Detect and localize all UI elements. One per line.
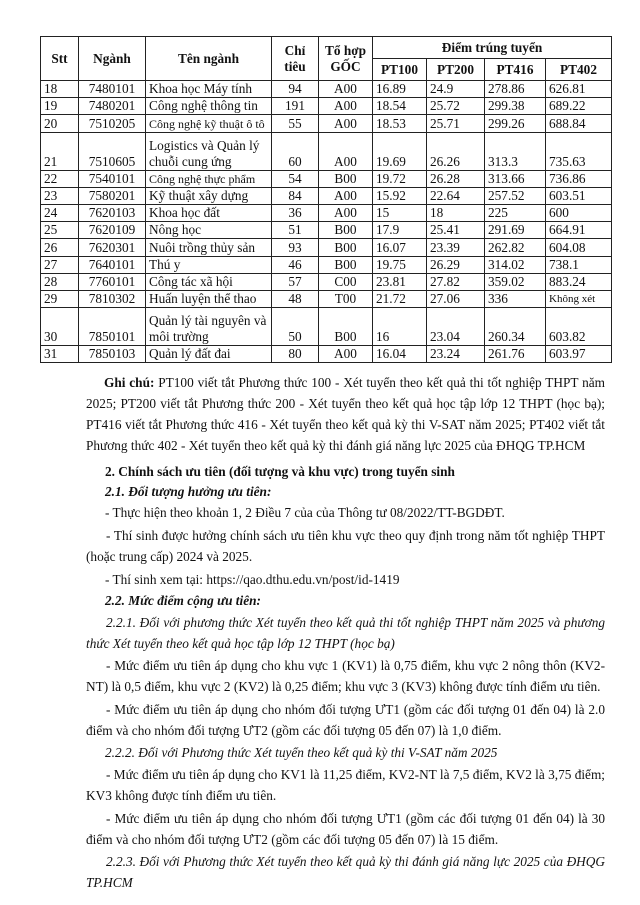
table-row [41,204,612,221]
cell-pt100: 16.89 [373,81,427,98]
cell-combo: A00 [319,132,373,170]
section-2-title: 2. Chính sách ưu tiên (đối tượng và khu vực) trong tuyển sinh [105,464,455,479]
cell-name: Thú y [146,256,272,273]
cell-code: 7640101 [79,256,146,273]
cell-pt200: 23.04 [427,308,485,346]
cell-quota: 36 [272,204,319,221]
note-text: PT100 viết tắt Phương thức 100 - Xét tuyển theo kết quả thi tốt nghiệp THPT năm 2025; PT200 viết tắt Phương thức 200 - Xét tuyển theo kết quả học tập lớp 12 THPT (học bạ); PT416 viết tắt Phương thức 416 - Xét tuyển theo kết quả kỳ thi V-SAT năm 2025; PT402 viết tắt Phương thức 402 - Xét tuyển theo kết quả kỳ thi đánh giá năng lực 2025 của ĐHQG TP.HCM [86,375,605,453]
cell-combo: A00 [319,346,373,363]
cell-code: 7620301 [79,239,146,256]
cell-combo: T00 [319,290,373,307]
header-chi-tieu [272,37,319,81]
header-nganh: Ngành [79,37,146,81]
cell-pt200: 26.28 [427,170,485,187]
cell-quota: 48 [272,290,319,307]
cell-code: 7540101 [79,170,146,187]
header-pt402: PT402 [546,59,612,81]
cell-pt200: 23.39 [427,239,485,256]
header-ten-nganh: Tên ngành [146,37,272,81]
cell-pt100: 17.9 [373,222,427,239]
cell-quota: 60 [272,132,319,170]
cell-combo: A00 [319,81,373,98]
cell-pt200: 26.29 [427,256,485,273]
cell-pt200: 25.41 [427,222,485,239]
cell-pt100: 23.81 [373,273,427,290]
cell-pt100: 18.53 [373,115,427,132]
cell-pt402: 688.84 [546,115,612,132]
cell-name: Nuôi trồng thủy sản [146,239,272,256]
section-2-1-item-2: - Thí sinh được hưởng chính sách ưu tiên khu vực theo quy định trong năm tốt nghiệp THPT (hoặc trung cấp) 2024 và 2025. [86,528,605,564]
cell-pt200: 24.9 [427,81,485,98]
cell-quota: 191 [272,98,319,115]
header-pt200: PT200 [427,59,485,81]
cell-quota: 54 [272,170,319,187]
cell-pt100: 16.07 [373,239,427,256]
cell-quota: 55 [272,115,319,132]
cell-pt402: 689.22 [546,98,612,115]
cell-pt100: 19.72 [373,170,427,187]
cell-stt: 26 [41,239,79,256]
cell-combo: A00 [319,187,373,204]
section-2-1-item-3: - Thí sinh xem tại: https://qao.dthu.edu.vn/post/id-1419 [105,572,400,587]
cell-pt416: 257.52 [485,187,546,204]
cell-stt: 21 [41,132,79,170]
cell-code: 7480101 [79,81,146,98]
cell-code: 7850103 [79,346,146,363]
cell-pt402: 604.08 [546,239,612,256]
cell-stt: 25 [41,222,79,239]
header-pt100: PT100 [373,59,427,81]
table-row [41,170,612,187]
table-row [41,256,612,273]
table-row [41,273,612,290]
cell-name: Công tác xã hội [146,273,272,290]
cell-code: 7480201 [79,98,146,115]
cell-pt200: 26.26 [427,132,485,170]
cell-pt100: 15.92 [373,187,427,204]
cell-code: 7760101 [79,273,146,290]
cell-quota: 80 [272,346,319,363]
cell-pt200: 25.72 [427,98,485,115]
cell-combo: A00 [319,115,373,132]
cell-stt: 24 [41,204,79,221]
cell-combo: A00 [319,204,373,221]
section-2-2-1-item-1: - Mức điểm ưu tiên áp dụng cho khu vực 1 (KV1) là 0,75 điểm, khu vực 2 nông thôn (KV2-NT) là 0,5 điểm, khu vực 2 (KV2) là 0,25 điểm; khu vực 3 (KV3) không được tính điểm ưu tiên. [86,658,605,694]
cell-name: Khoa học Máy tính [146,81,272,98]
cell-pt416: 336 [485,290,546,307]
note-label: Ghi chú: [104,375,155,390]
cell-pt402: 603.82 [546,308,612,346]
table-row [41,98,612,115]
cell-code: 7620109 [79,222,146,239]
cell-stt: 23 [41,187,79,204]
cell-name: Nông học [146,222,272,239]
cell-pt416: 278.86 [485,81,546,98]
cell-pt402: 603.97 [546,346,612,363]
header-to-hop [319,37,373,81]
cell-name: Kỹ thuật xây dựng [146,187,272,204]
cell-pt416: 299.38 [485,98,546,115]
cell-pt200: 27.82 [427,273,485,290]
cell-pt416: 262.82 [485,239,546,256]
table-row [41,346,612,363]
cell-quota: 94 [272,81,319,98]
cell-pt416: 261.76 [485,346,546,363]
cell-code: 7620103 [79,204,146,221]
cell-pt402: 736.86 [546,170,612,187]
note-paragraph [86,372,605,456]
cell-pt100: 16.04 [373,346,427,363]
cell-quota: 50 [272,308,319,346]
table-row [41,239,612,256]
cell-quota: 84 [272,187,319,204]
cell-pt100: 21.72 [373,290,427,307]
cell-pt416: 260.34 [485,308,546,346]
table-row [41,81,612,98]
cell-combo: A00 [319,98,373,115]
cell-pt416: 314.02 [485,256,546,273]
cell-combo: B00 [319,239,373,256]
cell-pt100: 16 [373,308,427,346]
header-chi-tieu-line1: Chỉ [284,42,306,58]
cell-pt402: 626.81 [546,81,612,98]
table-row [41,222,612,239]
cell-pt200: 25.71 [427,115,485,132]
cell-stt: 30 [41,308,79,346]
cell-code: 7810302 [79,290,146,307]
cell-pt416: 291.69 [485,222,546,239]
section-2-2-title: 2.2. Mức điểm cộng ưu tiên: [105,593,261,608]
cell-pt402: 883.24 [546,273,612,290]
cell-combo: B00 [319,256,373,273]
cell-pt200: 18 [427,204,485,221]
cell-code: 7850101 [79,308,146,346]
header-to-hop-line2: GỐC [330,58,361,74]
cell-name: Huấn luyện thể thao [146,290,272,307]
cell-stt: 29 [41,290,79,307]
cell-quota: 51 [272,222,319,239]
table-row [41,187,612,204]
cell-code: 7510605 [79,132,146,170]
cell-pt416: 359.02 [485,273,546,290]
cell-name: Quản lý tài nguyên và môi trường [146,308,272,346]
table-row [41,308,612,346]
cell-combo: C00 [319,273,373,290]
section-2-1-title: 2.1. Đối tượng hưởng ưu tiên: [105,484,272,499]
cell-pt416: 225 [485,204,546,221]
cell-name: Công nghệ thực phẩm [146,170,272,187]
cell-combo: B00 [319,170,373,187]
cell-quota: 93 [272,239,319,256]
cell-pt402: 603.51 [546,187,612,204]
cell-pt200: 22.64 [427,187,485,204]
header-chi-tieu-line2: tiêu [284,58,306,74]
cell-name: Logistics và Quản lý chuỗi cung ứng [146,132,272,170]
admission-score-table [40,36,612,363]
cell-stt: 19 [41,98,79,115]
cell-pt200: 27.06 [427,290,485,307]
section-2-2-3-title: 2.2.3. Đối với Phương thức Xét tuyển theo kết quả kỳ thi đánh giá năng lực 2025 của ĐHQG TP.HCM [86,854,605,890]
cell-pt100: 19.69 [373,132,427,170]
cell-pt402: 600 [546,204,612,221]
cell-stt: 31 [41,346,79,363]
cell-pt416: 313.3 [485,132,546,170]
cell-pt402: Không xét [546,290,612,307]
header-to-hop-line1: Tổ hợp [325,42,366,58]
table-row [41,290,612,307]
cell-pt402: 664.91 [546,222,612,239]
cell-pt100: 18.54 [373,98,427,115]
cell-pt416: 313.66 [485,170,546,187]
cell-stt: 22 [41,170,79,187]
section-2-2-2-item-2: - Mức điểm ưu tiên áp dụng cho nhóm đối tượng ƯT1 (gồm các đối tượng 01 đến 04) là 30 điểm và cho nhóm đối tượng ƯT2 (gồm các đối tượng 05 đến 07) là 15 điểm. [86,811,605,847]
section-2-2-2-item-1: - Mức điểm ưu tiên áp dụng cho KV1 là 11,25 điểm, KV2-NT là 7,5 điểm, KV2 là 3,75 điểm; KV3 không được tính điểm ưu tiên. [86,767,605,803]
cell-pt416: 299.26 [485,115,546,132]
cell-quota: 46 [272,256,319,273]
cell-name: Công nghệ thông tin [146,98,272,115]
cell-stt: 28 [41,273,79,290]
table-row [41,115,612,132]
cell-stt: 18 [41,81,79,98]
section-2-2-1-title: 2.2.1. Đối với phương thức Xét tuyển theo kết quả thi tốt nghiệp THPT năm 2025 và phương thức Xét tuyển theo kết quả học tập lớp 12 THPT (học bạ) [86,615,605,651]
header-diem-trung-tuyen: Điểm trúng tuyển [373,37,612,59]
section-2-2-2-title: 2.2.2. Đối với Phương thức Xét tuyển theo kết quả kỳ thi V-SAT năm 2025 [105,745,498,760]
cell-pt100: 19.75 [373,256,427,273]
section-2-2-1-item-2: - Mức điểm ưu tiên áp dụng cho nhóm đối tượng ƯT1 (gồm các đối tượng 01 đến 04) là 2.0 điểm và cho nhóm đối tượng ƯT2 (gồm các đối tượng 05 đến 07) là 1,0 điểm. [86,702,605,738]
cell-pt200: 23.24 [427,346,485,363]
cell-code: 7580201 [79,187,146,204]
cell-pt100: 15 [373,204,427,221]
cell-code: 7510205 [79,115,146,132]
header-pt416: PT416 [485,59,546,81]
cell-pt402: 735.63 [546,132,612,170]
cell-name: Quản lý đất đai [146,346,272,363]
cell-combo: B00 [319,308,373,346]
header-stt: Stt [41,37,79,81]
cell-pt402: 738.1 [546,256,612,273]
cell-name: Công nghệ kỹ thuật ô tô [146,115,272,132]
cell-name: Khoa học đất [146,204,272,221]
section-2-1-item-1: - Thực hiện theo khoản 1, 2 Điều 7 của của Thông tư 08/2022/TT-BGDĐT. [105,505,505,520]
cell-stt: 27 [41,256,79,273]
cell-combo: B00 [319,222,373,239]
table-row [41,132,612,170]
cell-stt: 20 [41,115,79,132]
cell-quota: 57 [272,273,319,290]
